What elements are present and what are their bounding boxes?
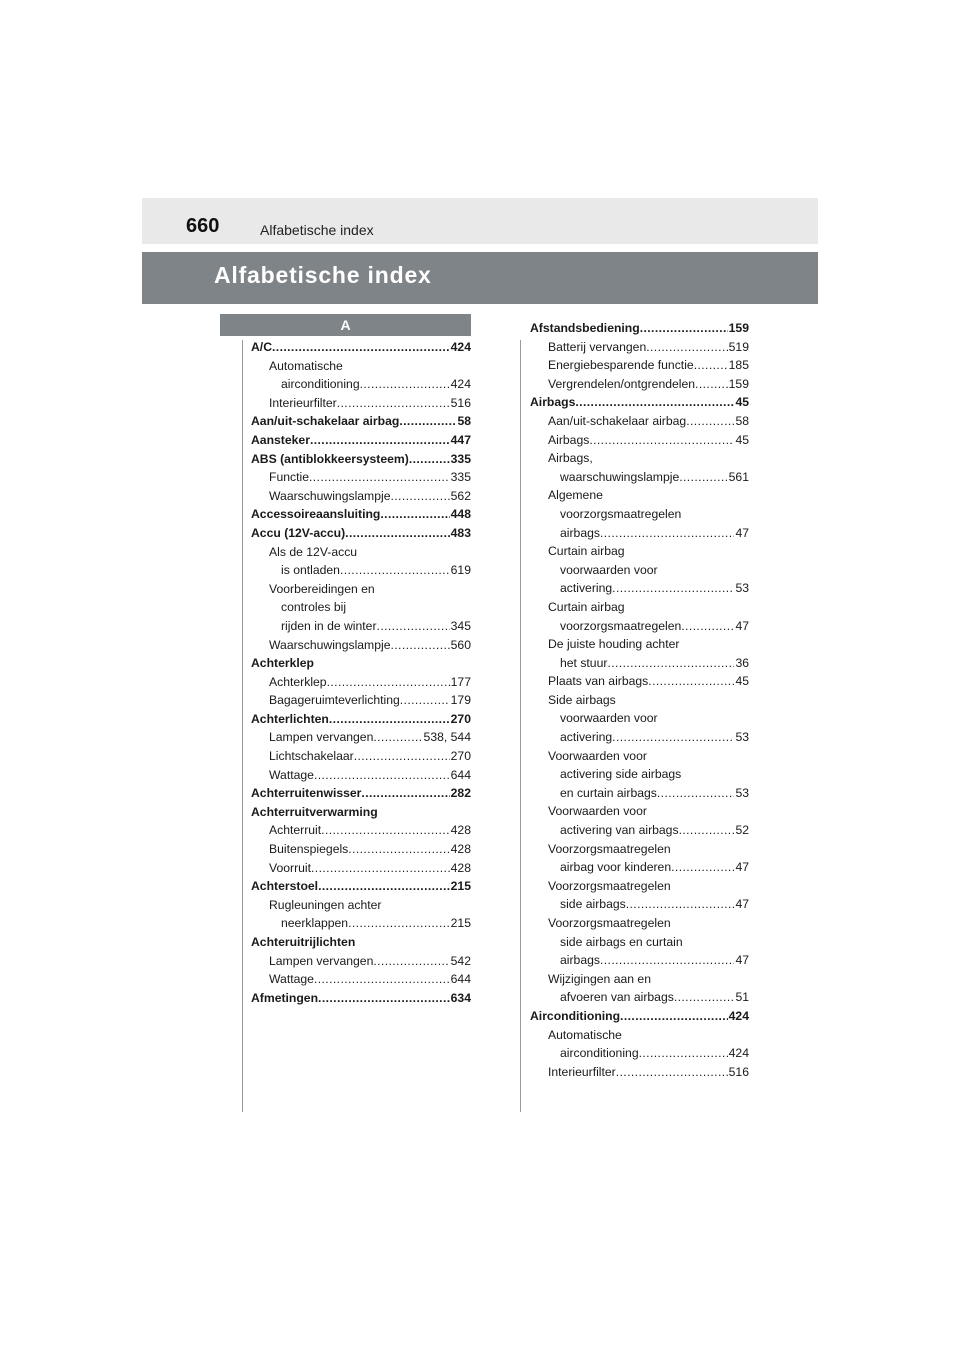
page-reference: 428 (450, 860, 471, 875)
entry-text: Wattage (269, 767, 314, 782)
entry-text: activering (560, 730, 613, 745)
page-reference: 47 (735, 860, 749, 875)
page-reference: 562 (450, 488, 471, 503)
index-subentry (251, 691, 471, 710)
dot-leader (607, 654, 734, 673)
dot-leader (575, 393, 734, 412)
entry-text: Achterklep (269, 674, 327, 689)
index-entry (251, 524, 471, 543)
entry-text: airconditioning (560, 1046, 639, 1061)
page-reference: 634 (450, 990, 471, 1005)
page-reference: 619 (450, 563, 471, 578)
index-subentry (251, 561, 471, 580)
index-subentry (530, 672, 749, 691)
index-subentry: Curtain airbag (548, 544, 625, 559)
index-entry (251, 784, 471, 803)
section-letter: A (220, 314, 471, 336)
column-divider-left (242, 340, 243, 1112)
index-subentry (251, 840, 471, 859)
page-reference: 53 (735, 730, 749, 745)
index-subentry (251, 375, 471, 394)
entry-text: Batterij vervangen (548, 339, 647, 354)
entry-text: Afmetingen (251, 990, 319, 1005)
dot-leader (390, 636, 449, 655)
page-reference: 58 (457, 414, 471, 429)
entry-text: Interieurfilter (548, 1064, 616, 1079)
entry-text: Buitenspiegels (269, 842, 349, 857)
entry-text: airconditioning (281, 377, 360, 392)
index-subentry (251, 970, 471, 989)
index-subentry (530, 654, 749, 673)
entry-text: Achterstoel (251, 879, 319, 894)
entry-text: airbags (560, 525, 600, 540)
dot-leader (640, 319, 728, 338)
page-reference: 516 (728, 1064, 749, 1079)
entry-text: Achterruit (269, 823, 322, 838)
page-reference: 45 (735, 432, 749, 447)
page-reference: 45 (735, 395, 749, 410)
entry-text: side airbags (560, 897, 626, 912)
page-reference: 519 (728, 339, 749, 354)
index-subentry (251, 747, 471, 766)
dot-leader (671, 858, 734, 877)
index-subentry (530, 524, 749, 543)
entry-text: Bagageruimteverlichting (269, 693, 400, 708)
index-subentry: activering side airbags (560, 767, 682, 782)
index-entry (251, 505, 471, 524)
dot-leader (679, 468, 727, 487)
page-reference: 45 (735, 674, 749, 689)
page-reference: 51 (735, 990, 749, 1005)
page-reference: 538, 544 (423, 730, 471, 745)
dot-leader (686, 412, 734, 431)
dot-leader (657, 784, 735, 803)
column-divider-middle (520, 340, 521, 1112)
index-subentry (530, 431, 749, 450)
dot-leader (390, 487, 449, 506)
index-entry: Achterklep (251, 656, 314, 671)
page-reference: 335 (450, 470, 471, 485)
dot-leader (679, 821, 735, 840)
dot-leader (373, 728, 422, 747)
index-subentry (530, 728, 749, 747)
page-reference: 644 (450, 972, 471, 987)
index-subentry: Airbags, (548, 451, 593, 466)
dot-leader (616, 1063, 728, 1082)
index-subentry (251, 617, 471, 636)
dot-leader (327, 673, 450, 692)
entry-text: Aan/uit-schakelaar airbag (251, 414, 400, 429)
page-reference: 428 (450, 842, 471, 857)
index-subentry: voorzorgsmaatregelen (560, 506, 682, 521)
page-reference: 516 (450, 395, 471, 410)
index-subentry: Voorbereidingen en (269, 581, 375, 596)
page-reference: 159 (728, 321, 749, 335)
dot-leader (694, 356, 728, 375)
page-reference: 36 (735, 655, 749, 670)
index-entry (530, 1007, 749, 1026)
dot-leader (373, 952, 449, 971)
entry-text: airbag voor kinderen (560, 860, 672, 875)
entry-text: waarschuwingslampje (560, 469, 680, 484)
index-subentry: Wijzigingen aan en (548, 971, 651, 986)
index-entry (251, 338, 471, 357)
page-reference: 428 (450, 823, 471, 838)
index-subentry (251, 728, 471, 747)
index-subentry: controles bij (281, 600, 347, 615)
entry-text: Lampen vervangen (269, 730, 374, 745)
entry-text: Interieurfilter (269, 395, 337, 410)
running-header-title: Alfabetische index (260, 222, 374, 238)
entry-text: Voorruit (269, 860, 312, 875)
dot-leader (399, 412, 456, 431)
dot-leader (309, 468, 450, 487)
index-entry (251, 412, 471, 431)
page-reference: 47 (735, 525, 749, 540)
index-subentry (530, 951, 749, 970)
index-entry (530, 393, 749, 412)
index-subentry: Side airbags (548, 692, 616, 707)
dot-leader (380, 505, 449, 524)
dot-leader (409, 450, 450, 469)
page-reference: 424 (450, 340, 471, 354)
dot-leader (674, 988, 735, 1007)
index-column-2 (530, 319, 749, 1081)
page-reference: 447 (450, 432, 471, 447)
entry-text: Energiebesparende functie (548, 358, 694, 373)
index-subentry: Voorzorgsmaatregelen (548, 841, 671, 856)
page-reference: 52 (735, 823, 749, 838)
entry-text: Waarschuwingslampje (269, 637, 391, 652)
entry-text: ABS (antiblokkeersysteem) (251, 451, 409, 466)
dot-leader (400, 691, 450, 710)
dot-leader (377, 617, 450, 636)
dot-leader (348, 914, 450, 933)
index-subentry (251, 859, 471, 878)
index-entry (530, 319, 749, 338)
index-subentry (251, 487, 471, 506)
entry-text: Achterlichten (251, 711, 329, 726)
entry-text: Vergrendelen/ontgrendelen (548, 376, 696, 391)
dot-leader (361, 784, 449, 803)
index-subentry: voorwaarden voor (560, 562, 658, 577)
index-entry (251, 431, 471, 450)
page-reference: 345 (450, 618, 471, 633)
dot-leader (314, 970, 450, 989)
entry-text: Airbags (548, 432, 590, 447)
index-subentry (251, 636, 471, 655)
page-reference: 483 (450, 525, 471, 540)
entry-text: Airconditioning (530, 1008, 621, 1023)
index-subentry: Algemene (548, 488, 603, 503)
index-entry (251, 877, 471, 896)
index-subentry (530, 375, 749, 394)
index-subentry (251, 952, 471, 971)
page-reference: 424 (728, 1008, 749, 1023)
entry-text: voorzorgsmaatregelen (560, 618, 682, 633)
index-subentry: De juiste houding achter (548, 637, 680, 652)
index-subentry (530, 412, 749, 431)
index-subentry (530, 579, 749, 598)
page-reference: 215 (450, 916, 471, 931)
title-banner (142, 252, 818, 304)
index-entry: Achteruitrijlichten (251, 935, 356, 949)
entry-text: Afstandsbediening (530, 321, 640, 335)
index-subentry (251, 766, 471, 785)
index-entry (251, 710, 471, 729)
entry-text: Achterruitenwisser (251, 786, 362, 801)
index-subentry (530, 895, 749, 914)
header-bar (142, 198, 818, 244)
dot-leader (648, 672, 734, 691)
page-reference: 47 (735, 953, 749, 968)
page-reference: 47 (735, 897, 749, 912)
dot-leader (337, 394, 450, 413)
dot-leader (626, 895, 735, 914)
index-entry (251, 450, 471, 469)
page-reference: 270 (450, 749, 471, 764)
page-reference: 53 (735, 581, 749, 596)
page-reference: 560 (450, 637, 471, 652)
page-reference: 53 (735, 785, 749, 800)
dot-leader (612, 579, 734, 598)
index-subentry: Als de 12V-accu (269, 544, 358, 559)
page-title: Alfabetische index (214, 262, 432, 288)
entry-text: Waarschuwingslampje (269, 488, 391, 503)
index-subentry (251, 394, 471, 413)
dot-leader (620, 1007, 728, 1026)
dot-leader (639, 1044, 728, 1063)
entry-text: Aansteker (251, 432, 310, 447)
entry-text: Wattage (269, 972, 314, 987)
dot-leader (681, 617, 734, 636)
entry-text: activering van airbags (560, 823, 679, 838)
page-reference: 177 (450, 674, 471, 689)
entry-text: Accu (12V-accu) (251, 525, 346, 540)
entry-text: Lampen vervangen (269, 953, 374, 968)
dot-leader (348, 840, 449, 859)
entry-text: afvoeren van airbags (560, 990, 674, 1005)
dot-leader (329, 710, 450, 729)
page-number: 660 (186, 215, 220, 237)
dot-leader (321, 821, 450, 840)
index-subentry: side airbags en curtain (560, 934, 683, 949)
entry-text: en curtain airbags (560, 785, 657, 800)
index-subentry: Voorwaarden voor (548, 804, 647, 819)
dot-leader (600, 524, 734, 543)
index-subentry (530, 338, 749, 357)
entry-text: airbags (560, 953, 600, 968)
index-subentry (530, 784, 749, 803)
page-reference: 47 (735, 618, 749, 633)
page-reference: 270 (450, 711, 471, 726)
page-reference: 215 (450, 879, 471, 894)
dot-leader (310, 431, 450, 450)
entry-text: Aan/uit-schakelaar airbag (548, 413, 687, 428)
page-reference: 185 (728, 358, 749, 373)
dot-leader (314, 766, 450, 785)
entry-text: Functie (269, 470, 309, 485)
entry-text: Lichtschakelaar (269, 749, 354, 764)
entry-text: het stuur (560, 655, 608, 670)
index-subentry (530, 1044, 749, 1063)
entry-text: is ontladen (281, 563, 340, 578)
entry-text: neerklappen (281, 916, 349, 931)
dot-leader (612, 728, 734, 747)
page-reference: 448 (450, 507, 471, 522)
entry-text: Airbags (530, 395, 576, 410)
dot-leader (345, 524, 450, 543)
index-subentry: Automatische (269, 358, 343, 373)
index-entry: Achterruitverwarming (251, 804, 378, 819)
index-subentry: Automatische (548, 1027, 622, 1042)
page-reference: 159 (728, 376, 749, 391)
page-reference: 282 (450, 786, 471, 801)
index-subentry (530, 858, 749, 877)
dot-leader (695, 375, 728, 394)
dot-leader (272, 338, 450, 357)
index-subentry (530, 356, 749, 375)
page-reference: 542 (450, 953, 471, 968)
page-reference: 179 (450, 693, 471, 708)
dot-leader (600, 951, 734, 970)
dot-leader (589, 431, 734, 450)
index-subentry: Voorzorgsmaatregelen (548, 878, 671, 893)
index-subentry: Voorwaarden voor (548, 748, 647, 763)
entry-text: activering (560, 581, 613, 596)
index-subentry (530, 617, 749, 636)
index-column-1 (251, 338, 471, 1007)
page-reference: 644 (450, 767, 471, 782)
index-subentry (530, 988, 749, 1007)
index-subentry: Voorzorgsmaatregelen (548, 916, 671, 930)
index-subentry: voorwaarden voor (560, 711, 658, 726)
index-subentry (530, 468, 749, 487)
dot-leader (360, 375, 450, 394)
index-subentry (251, 673, 471, 692)
entry-text: rijden in de winter (281, 618, 377, 633)
index-subentry (530, 1063, 749, 1082)
dot-leader (318, 989, 450, 1008)
page-reference: 561 (728, 469, 749, 484)
entry-text: Plaats van airbags (548, 674, 649, 689)
dot-leader (646, 338, 727, 357)
dot-leader (354, 747, 450, 766)
page-reference: 335 (450, 451, 471, 466)
dot-leader (311, 859, 450, 878)
page-reference: 424 (728, 1046, 749, 1061)
index-subentry (251, 468, 471, 487)
index-subentry (530, 821, 749, 840)
index-subentry (251, 821, 471, 840)
index-subentry (251, 914, 471, 933)
entry-text: Accessoireaansluiting (251, 507, 381, 522)
dot-leader (340, 561, 450, 580)
entry-text: A/C (251, 340, 272, 354)
page-reference: 58 (735, 413, 749, 428)
index-entry (251, 989, 471, 1008)
index-subentry: Rugleuningen achter (269, 897, 382, 912)
page-reference: 424 (450, 377, 471, 392)
index-subentry: Curtain airbag (548, 599, 625, 614)
dot-leader (318, 877, 450, 896)
